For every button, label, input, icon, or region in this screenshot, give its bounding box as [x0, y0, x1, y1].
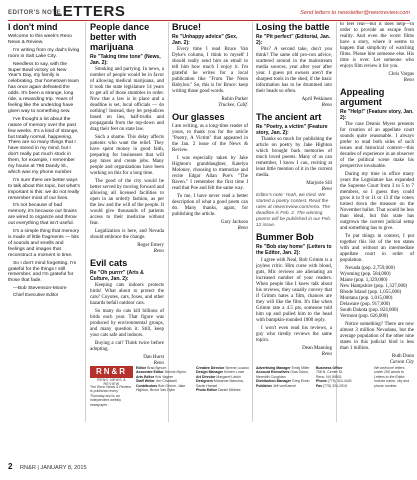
editors-note-column: I don't mind Welcome to this week's Reno News & Review. I'm writing from my dad's living room in Salt Lake City. Needless to say, with the Super Bowl victory on New Year's Day, my family is celebrating. Our hometown team has once again defeated the odds. It's been a strange, long ride, a rewarding trip. Years of feeling like the underdog have given way to something new. I've thought a lot about the nature of memory over the past few weeks. It's a kind of strange, but totally normal, happening. There are so many things that I have stored in my mind, but I don't really put much stock in them, for example, I remember my house at 766 Dandy St., which was my phone number. I'm sure there are better ways to talk about this topic, but what's important is this: we do not really remember most of our lives. It's not because of bad memory, it's because our brains are wired to organize and throw out everything that isn't useful. It's a simple thing that memory is made of little fragments — bits of sounds and smells and feelings and images that reconstruct a moment in time. So I don't mind forgetting. I'm grateful for the things I still remember, and I'm grateful for those that fade. —Bob Stevenson-Moore Chief Executive Editor	[8, 22, 80, 298]
letter-location: Truckee, Calif.	[218, 103, 248, 109]
masthead-policy: We welcome letters under 250 words to Letters to the Editor. Include name, city and phone number.	[374, 366, 410, 388]
letters-column-3: Bruce! Re "Unhappy advice" (Sex, Jan. 2): Every time I read Bruce Van Dyke's column, I think to myself I should really send him an email to tell him how much I enjoy it. I'm grateful he writes for a local publication like "From The Neon Babylon." So, this is for Bruce: keep writing those good words. Robin Parker Truckee, Calif. Our glasses I am writing, as a long-time reader of yours, to thank you for the article "Poetry, A Victim" that appeared in the Jan. 2 issue of the News & Review. I was especially taken by Jake Highton's granddaughter, Katelyn Moloney, choosing to memorize and recite Edgar Allan Poe's "The Raven." I remember the first time I read that Poe and felt the same way. To me, I have never read a better description of what a good poem can do. Many thanks, again, for publishing the article. Gary Jackson Reno	[172, 22, 248, 232]
masthead-contact: Business Office 708 N. Center St. Reno, NV 89501 Phone (775) 324-4440 Fax (775) 324-2515	[316, 366, 352, 388]
letter-signature: Marjorie Sill	[306, 181, 332, 187]
letter-signature: April Pekkinen	[301, 97, 332, 103]
masthead-about: The Reno News & Review is published every Thursday and is an independent weekly newspaper.	[90, 385, 131, 407]
letter-signature: Robin Parker	[221, 97, 248, 103]
letter-heading: Bruce!	[172, 22, 202, 32]
letter-heading: Evil cats	[90, 258, 128, 269]
letter-heading: The ancient art	[256, 112, 322, 123]
editors-note-role: Chief Executive Editor	[13, 292, 59, 298]
letter-location: Reno	[153, 361, 164, 367]
letter-heading: Appealing argument	[340, 87, 385, 107]
letter-signature: Roger Emery	[137, 243, 164, 249]
masthead-editorial: Editor Brad Bynum Associate Editor Dennis Myers Arts Editor Kris Vagner Staff Writer Jeri Chadwell Contributors Bob Grimm, Jake Highton, Bruce Van Dyke	[136, 366, 186, 393]
section-label: EDITOR'S NOTE	[8, 9, 61, 16]
section-header	[8, 4, 410, 21]
masthead-design: Creative Director Serene Lusano Design Manager Kristen Lowe Art Director Margaret Larkin Designers Marianne Mancina, Sarah Hansel Photo Editor Daniel Dibbles	[196, 366, 249, 393]
letter-location: Reno	[153, 249, 164, 255]
letter-heading: People dance better with marijuana	[90, 22, 150, 52]
issue-date: RN&R | JANUARY 8, 2015	[20, 465, 87, 471]
letter-heading: Our glasses	[172, 112, 225, 123]
letter-location: Reno	[321, 103, 332, 109]
masthead-business: Advertising Manager Emily Miller Account Executives Gina Odom, Meredith Coughlan Distribution Manager Greg Erwin Publisher Jeff vonKaenel	[256, 366, 310, 388]
letter-signature: Ruth Dunn	[391, 354, 414, 360]
letter-signature: Dan Hurst	[143, 355, 164, 361]
letter-signature: Gary Jackson	[220, 220, 248, 226]
masthead	[90, 366, 410, 448]
letter-location: Reno	[237, 226, 248, 232]
letter-heading: Losing the battle	[256, 22, 330, 32]
rnr-logo	[90, 366, 133, 386]
letters-column-4: Losing the battle Re "Pit perfect" (Editorial, Jan. 2): Pits? A second take, don't you think? The same old pro-con advice, scattered around in the mainstream media sources, year after year after year. I guess pit owners aren't the sharpest tools in the shed, if the basic information has to be drummed into their heads so often. April Pekkinen Reno The ancient art Re "Poetry, a victim" (Feature story, Jan. 2): Thanks so much for publishing the article on poetry by Jake Highton which brought back memories of much loved poems. Many of us can remember, I know I can, reciting at least little mention of it in the current media. Marjorie Sill Reno Editor's note: Yeah, we tried. We started a poetry contest. Read the rules at newsreview.com/reno. The deadline is Feb. 2. The winning poems will be published in our Feb. 12 issue. Bummer Bob Re "Bob stay home" (Letters to the Editor, Jan. 2): I agree with Neal, Bob Grimm is a joyless critic. Him curse with blood, guts, Mic reviews are alienating an increased number of your readers. When people like I knew talk about his reviews, they usually convey that if Grimm hates a film, chances are they will like the film. It's like when Grimm rate a 4.5 pts, someone told him up and pulled him to the head with bumpkin-rounded 1000 reply. I won't even read his reviews, a guy who tiredly reviews the same topics. Dean Manning Reno	[256, 22, 332, 357]
logo-subtitle: RENO NEWS & REVIEW	[97, 378, 126, 386]
letters-column-2: People dance better with marijuana Re "Taking time tone" (News, Jan. 2): Smoking and partying. In news, a number of people would be in favor of allowing medical marijuana, and it took the state legislature 14 years to get all of those stumbles in order. Now that a law is in place and a deadline is set, local officials — do nothing? Instead, they let prejudices based on lies, half-truths and propaganda from the top-down and drag their feet on state law. Such a shame. This delay affects patients who want the relief. They have spent money in good faith, preparing for businesses that will pay taxes and create jobs. Many people and organizations have been working on this for a long time. The good of the city would be better served by moving forward and allowing all licensed facilities to open in an orderly fashion, as per the law and the will of the people. It would give thousands of patients access to their medicine without fear. Legalization is here, and Nevada should embrace the change. Roger Emery Reno Evil cats Re "Oh purrrr" (Arts & Culture, Jan. 2): Keeping cats indoors protects birds! What about to protect the cats? Coyotes, cars, foxes, and other hazards befall outdoor cats. So many do cats kill billions of birds each year. That figure was produced by environmental groups, and many question it. Still, keep your cats safe and indoors. Buying a cat? Think twice before adopting. Dan Hurst Reno	[90, 22, 164, 367]
letters-column-5: to feel real—but it does help—in order to provide an escape from reality. And even the worst films have a story, where it seems to happen that simplicity of watching films. Please hire someone else. His time is over. Let someone who enjoys film review it for you. Chris Vargas Reno Appealing argument Re "Help!" (Feature story, Jan. 2): The case Dennis Myers presents for creation of an appellate court sounds quite reasonable. I always prefer to read both sides of such issues and historical context—this decades of experience in an observer of the political scene make his perspective invaluable. During my time in office many years the Legislature has expanded the Supreme Court from 3 to 5 to 7 members, so I guess they could grow it to 9 or 11 or 13 if the voters turned down the measure on the November ballot. That would be less than ideal, but this state has outgrown the current judicial setup and something has to give. To put things in context, I put together this list of the ten states with and without an intermediate appellate court in order of population. Nevada (pop. 2,759,000) Wyoming (pop. 584,000) Maine (pop. 1,329,000) New Hampshire (pop. 1,327,000) Rhode Island (pop. 1,055,000) Montana (pop. 1,015,000) Delaware (pop. 917,000) South Dakota (pop. 824,000) Vermont (pop. 626,000) Notice something? There are now almost 3 million Nevadans, but the average population of the other nine states in this judicial bind is less than 1 million. Ruth Dunn Carson City	[340, 22, 414, 366]
page-footer	[8, 462, 410, 474]
editors-note-heading: I don't mind	[8, 22, 58, 32]
page-number: 2	[8, 462, 13, 471]
letter-location: Carson City	[389, 360, 414, 366]
editors-note-byline: —Bob Stevenson-Moore	[13, 286, 67, 292]
send-letters-note[interactable]: Send letters to newsletter@newsreview.com	[300, 10, 410, 16]
page-title: LETTERS	[53, 3, 126, 20]
letter-location: Reno	[321, 351, 332, 357]
logo-text: RN&R	[95, 367, 128, 376]
letter-heading: Bummer Bob	[256, 232, 314, 243]
letter-signature: Dean Manning	[302, 345, 332, 351]
letter-location: Reno	[321, 187, 332, 193]
